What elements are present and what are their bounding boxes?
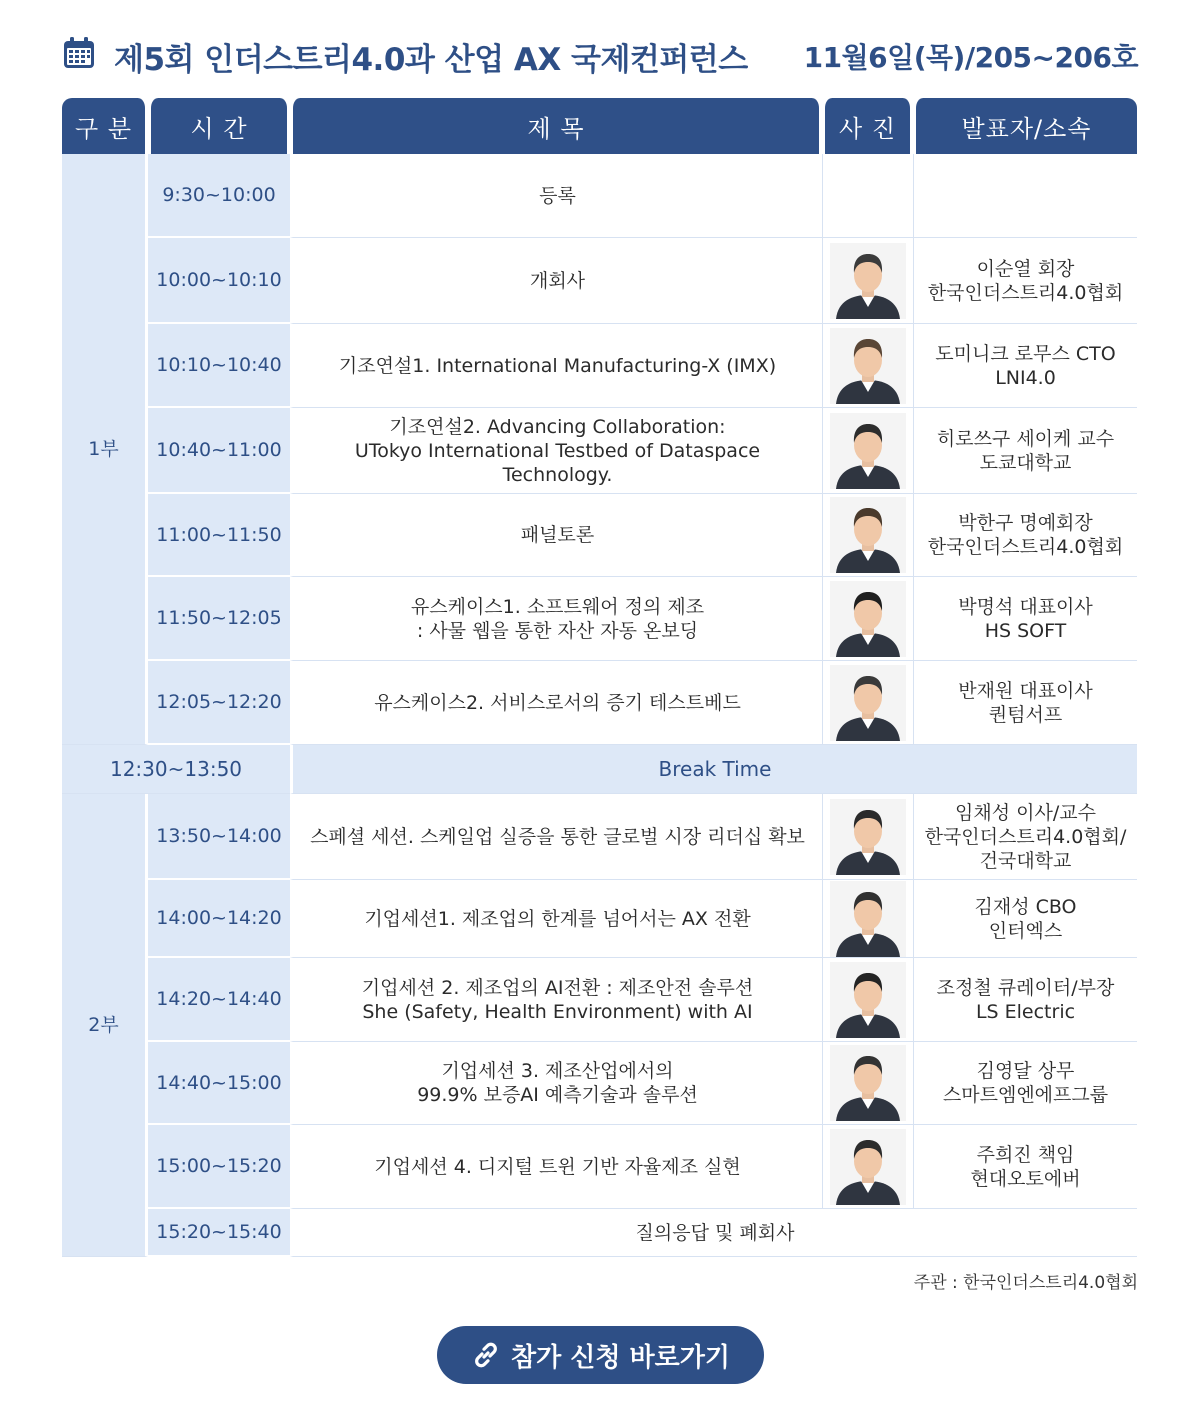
speaker-line: 반재원 대표이사 [958,679,1093,702]
speaker-line: 박한구 명예회장 [958,512,1093,534]
speaker-photo [830,581,906,657]
speaker-line: 도미니크 로무스 CTO [935,342,1116,365]
topic-cell [290,324,822,408]
speaker-line: 이순열 회장 [976,257,1075,280]
time-cell: 11:00~11:50 [148,494,290,577]
topic-cell [290,1125,822,1209]
topic-line: Technology. [502,463,613,486]
photo-cell [822,494,913,577]
speaker-cell [913,1125,1137,1209]
speaker-line: HS SOFT [984,619,1067,642]
table-row [62,238,1137,324]
table-header-row [62,98,1137,154]
time-cell: 15:20~15:40 [148,1209,290,1257]
photo-cell [822,880,913,958]
speaker-line: LNI4.0 [995,366,1056,389]
photo-cell [822,324,913,408]
speaker-line: 김영달 상무 [976,1060,1075,1082]
col-header-speaker: 발표자/소속 [913,98,1137,154]
photo-cell [822,1125,913,1209]
table-row [62,408,1137,494]
topic-line: 개회사 [529,269,586,292]
topic-cell [290,1042,822,1125]
calendar-icon [62,36,96,70]
link-icon [471,1340,501,1370]
topic-cell [290,154,822,238]
speaker-cell [913,238,1137,324]
part-label: 1부 [62,154,148,745]
speaker-photo [830,962,906,1038]
table-row [62,577,1137,661]
topic-cell [290,958,822,1042]
col-header-photo: 사 진 [822,98,913,154]
topic-line: 99.9% 보증AI 예측기술과 솔루션 [417,1084,698,1106]
time-cell: 9:30~10:00 [148,154,290,238]
speaker-line: 주희진 책임 [976,1143,1075,1166]
topic-line: 패널토론 [520,524,595,546]
topic-line: 스페셜 세션. 스케일업 실증을 통한 글로벌 시장 리더십 확보 [310,825,805,848]
organizer-note: 주관 : 한국인더스트리4.0협회 [913,1273,1138,1293]
topic-line: 기업세션 4. 디지털 트윈 기반 자율제조 실현 [374,1155,741,1178]
speaker-cell [913,494,1137,577]
speaker-line: 히로쓰구 세이케 교수 [936,427,1115,450]
speaker-photo [830,328,906,404]
photo-cell [822,154,913,238]
time-cell: 10:10~10:40 [148,324,290,408]
speaker-line: 건국대학교 [979,849,1072,872]
photo-cell [822,238,913,324]
speaker-cell [913,880,1137,958]
table-row [62,324,1137,408]
speaker-line: 임채성 이사/교수 [955,801,1096,824]
topic-line: 기조연설2. Advancing Collaboration: [389,415,726,438]
topic-line: She (Safety, Health Environment) with AI [362,1000,753,1023]
table-row [62,661,1137,745]
speaker-line: 현대오토에버 [970,1167,1081,1190]
speaker-photo [830,881,906,957]
speaker-line: 인터엑스 [988,919,1063,942]
topic-line: 등록 [539,184,576,207]
table-row [62,154,1137,238]
speaker-cell [913,958,1137,1042]
table-row [62,494,1137,577]
speaker-cell [913,324,1137,408]
topic-cell [290,880,822,958]
topic-line: 기조연설1. International Manufacturing-X (IMX) [338,354,777,377]
topic-cell [290,794,822,880]
topic-cell [290,1209,1137,1257]
speaker-line: 도쿄대학교 [979,451,1072,474]
photo-cell [822,958,913,1042]
topic-cell [290,494,822,577]
topic-line: 기업세션 2. 제조업의 AI전환 : 제조안전 솔루션 [361,976,754,999]
speaker-line: LS Electric [975,1000,1076,1023]
topic-cell [290,238,822,324]
speaker-line: 스마트엠엔에프그룹 [942,1084,1109,1106]
topic-line: 기업세션 3. 제조산업에서의 [441,1060,674,1082]
page-title: 제5회 인더스트리4.0과 산업 AX 국제컨퍼런스 [114,42,748,78]
table-row [62,1042,1137,1125]
time-cell: 11:50~12:05 [148,577,290,661]
photo-cell [822,794,913,880]
speaker-line: 박명석 대표이사 [958,595,1093,618]
register-button[interactable] [437,1326,764,1384]
speaker-photo [830,799,906,875]
time-cell: 12:05~12:20 [148,661,290,745]
photo-cell [822,577,913,661]
topic-line: 유스케이스2. 서비스로서의 증기 테스트베드 [374,691,741,714]
table-row [62,1125,1137,1209]
speaker-photo [830,413,906,489]
topic-line: 기업세션1. 제조업의 한계를 넘어서는 AX 전환 [364,907,751,930]
part-label: 2부 [62,794,148,1257]
photo-cell [822,1042,913,1125]
photo-cell [822,661,913,745]
speaker-line: 조정철 큐레이터/부장 [936,976,1115,999]
event-date-room: 11월6일(목)/205~206호 [803,41,1138,74]
topic-cell [290,661,822,745]
time-cell: 10:00~10:10 [148,238,290,324]
col-header-part: 구 분 [62,98,148,154]
table-row [62,1209,1137,1257]
time-cell: 15:00~15:20 [148,1125,290,1209]
speaker-cell [913,794,1137,880]
time-cell: 13:50~14:00 [148,794,290,880]
speaker-photo [830,665,906,741]
speaker-photo [830,243,906,319]
speaker-line: 김재성 CBO [974,895,1077,918]
time-cell: 10:40~11:00 [148,408,290,494]
speaker-cell [913,577,1137,661]
topic-cell [290,408,822,494]
speaker-cell [913,154,1137,238]
topic-line: 유스케이스1. 소프트웨어 정의 제조 [410,595,705,618]
topic-line: : 사물 웹을 통한 자산 자동 온보딩 [416,619,699,642]
speaker-line: 퀀텀서프 [988,703,1063,726]
topic-line: UTokyo International Testbed of Dataspace [354,439,761,462]
speaker-line: 한국인더스트리4.0협회/ [924,825,1127,848]
topic-line: 질의응답 및 폐회사 [635,1221,795,1244]
break-row [62,745,1137,794]
topic-cell [290,577,822,661]
time-cell: 14:00~14:20 [148,880,290,958]
page-header [62,30,1138,80]
speaker-cell [913,408,1137,494]
col-header-time: 시 간 [148,98,290,154]
schedule-table [62,98,1137,1257]
speaker-photo [830,1129,906,1205]
table-row [62,958,1137,1042]
speaker-line: 한국인더스트리4.0협회 [927,281,1124,304]
col-header-topic: 제 목 [290,98,822,154]
break-label: Break Time [290,745,1137,794]
table-row [62,880,1137,958]
table-row [62,794,1137,880]
speaker-cell [913,1042,1137,1125]
speaker-cell [913,661,1137,745]
break-time: 12:30~13:50 [62,745,290,794]
speaker-photo [830,1045,906,1121]
photo-cell [822,408,913,494]
register-button-label: 참가 신청 바로가기 [510,1342,731,1373]
speaker-line: 한국인더스트리4.0협회 [927,536,1124,558]
speaker-photo [830,497,906,573]
time-cell: 14:40~15:00 [148,1042,290,1125]
time-cell: 14:20~14:40 [148,958,290,1042]
